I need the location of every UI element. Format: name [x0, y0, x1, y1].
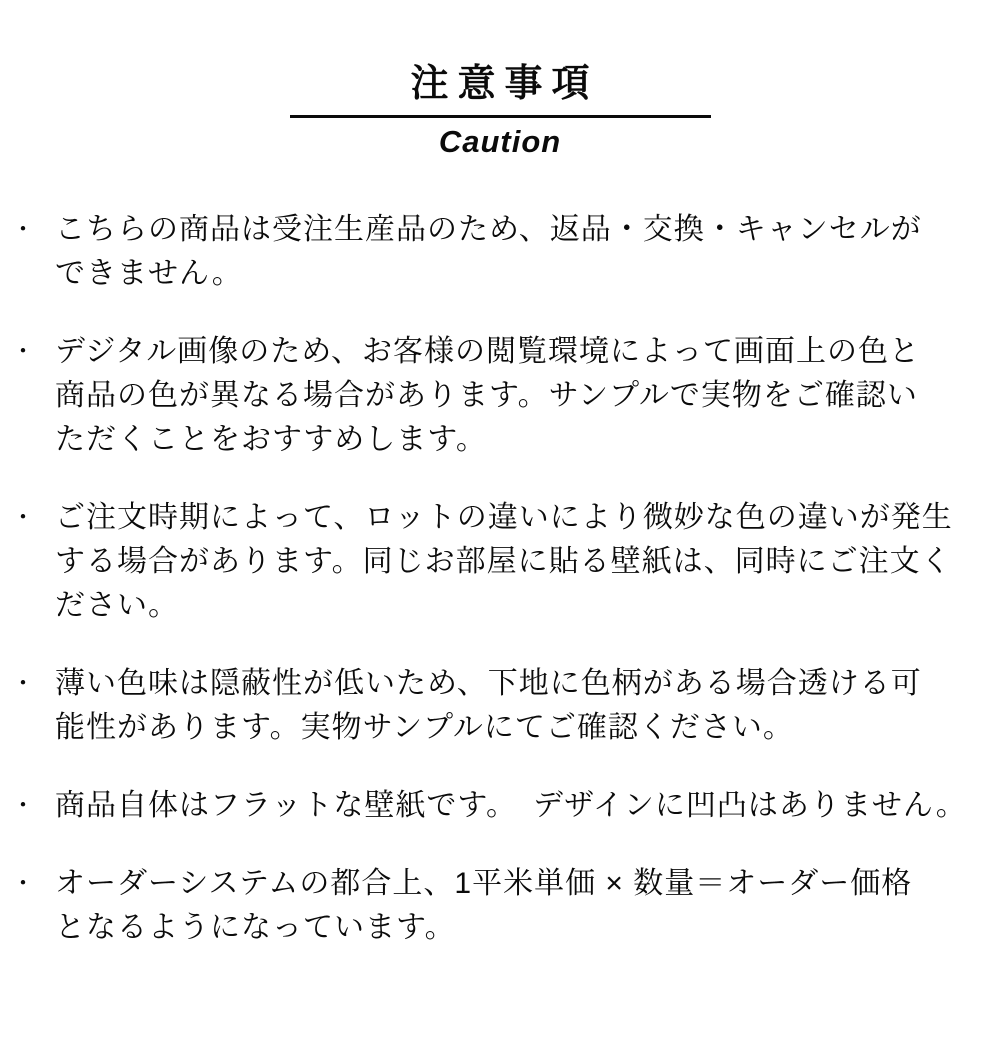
bullet-icon: ・ — [11, 504, 36, 531]
note-text-line: となるようになっています。 — [55, 911, 456, 944]
note-text-line: ご注文時期によって、ロットの違いにより微妙な色の違いが発生 — [55, 501, 953, 534]
note-text-line: 能性があります。実物サンプルにてご確認ください。 — [55, 711, 794, 744]
page-subtitle-en: Caution — [438, 124, 562, 159]
note-text-line: する場合があります。同じお部屋に貼る壁紙は、同時にご注文く — [55, 545, 952, 578]
note-text-line: 商品自体はフラットな壁紙です。 デザインに凹凸はありません。 — [55, 789, 967, 822]
page-header — [0, 62, 1000, 162]
bullet-icon: ・ — [11, 216, 36, 243]
bullet-icon: ・ — [11, 670, 36, 697]
note-text — [55, 784, 1000, 828]
caution-page — [0, 62, 1000, 1062]
note-text — [55, 862, 1000, 950]
list-item — [11, 496, 1000, 628]
note-text — [55, 662, 1000, 750]
note-text — [55, 496, 1000, 628]
list-item — [11, 330, 1000, 462]
note-text-line: デジタル画像のため、お客様の閲覧環境によって画面上の色と — [55, 335, 920, 368]
note-text-line: ただくことをおすすめします。 — [55, 423, 487, 456]
note-text-line: 商品の色が異なる場合があります。サンプルで実物をご確認い — [55, 379, 918, 412]
bullet-icon: ・ — [11, 792, 36, 819]
note-text — [55, 330, 1000, 462]
list-item — [11, 662, 1000, 750]
note-text-line: 薄い色味は隠蔽性が低いため、下地に色柄がある場合透ける可 — [55, 667, 922, 700]
list-item — [11, 784, 1000, 828]
note-text-line: オーダーシステムの都合上、1平米単価 × 数量＝オーダー価格 — [55, 867, 913, 900]
title-underline — [290, 115, 711, 118]
note-text — [55, 208, 1000, 296]
list-item — [11, 208, 1000, 296]
bullet-icon: ・ — [11, 870, 36, 897]
note-text-line: こちらの商品は受注生産品のため、返品・交換・キャンセルが — [55, 213, 922, 246]
list-item — [11, 862, 1000, 950]
page-title: 注意事項 — [410, 63, 599, 105]
note-text-line: できません。 — [55, 257, 243, 290]
caution-list — [0, 208, 1000, 950]
note-text-line: ださい。 — [55, 589, 179, 622]
bullet-icon: ・ — [11, 338, 36, 365]
